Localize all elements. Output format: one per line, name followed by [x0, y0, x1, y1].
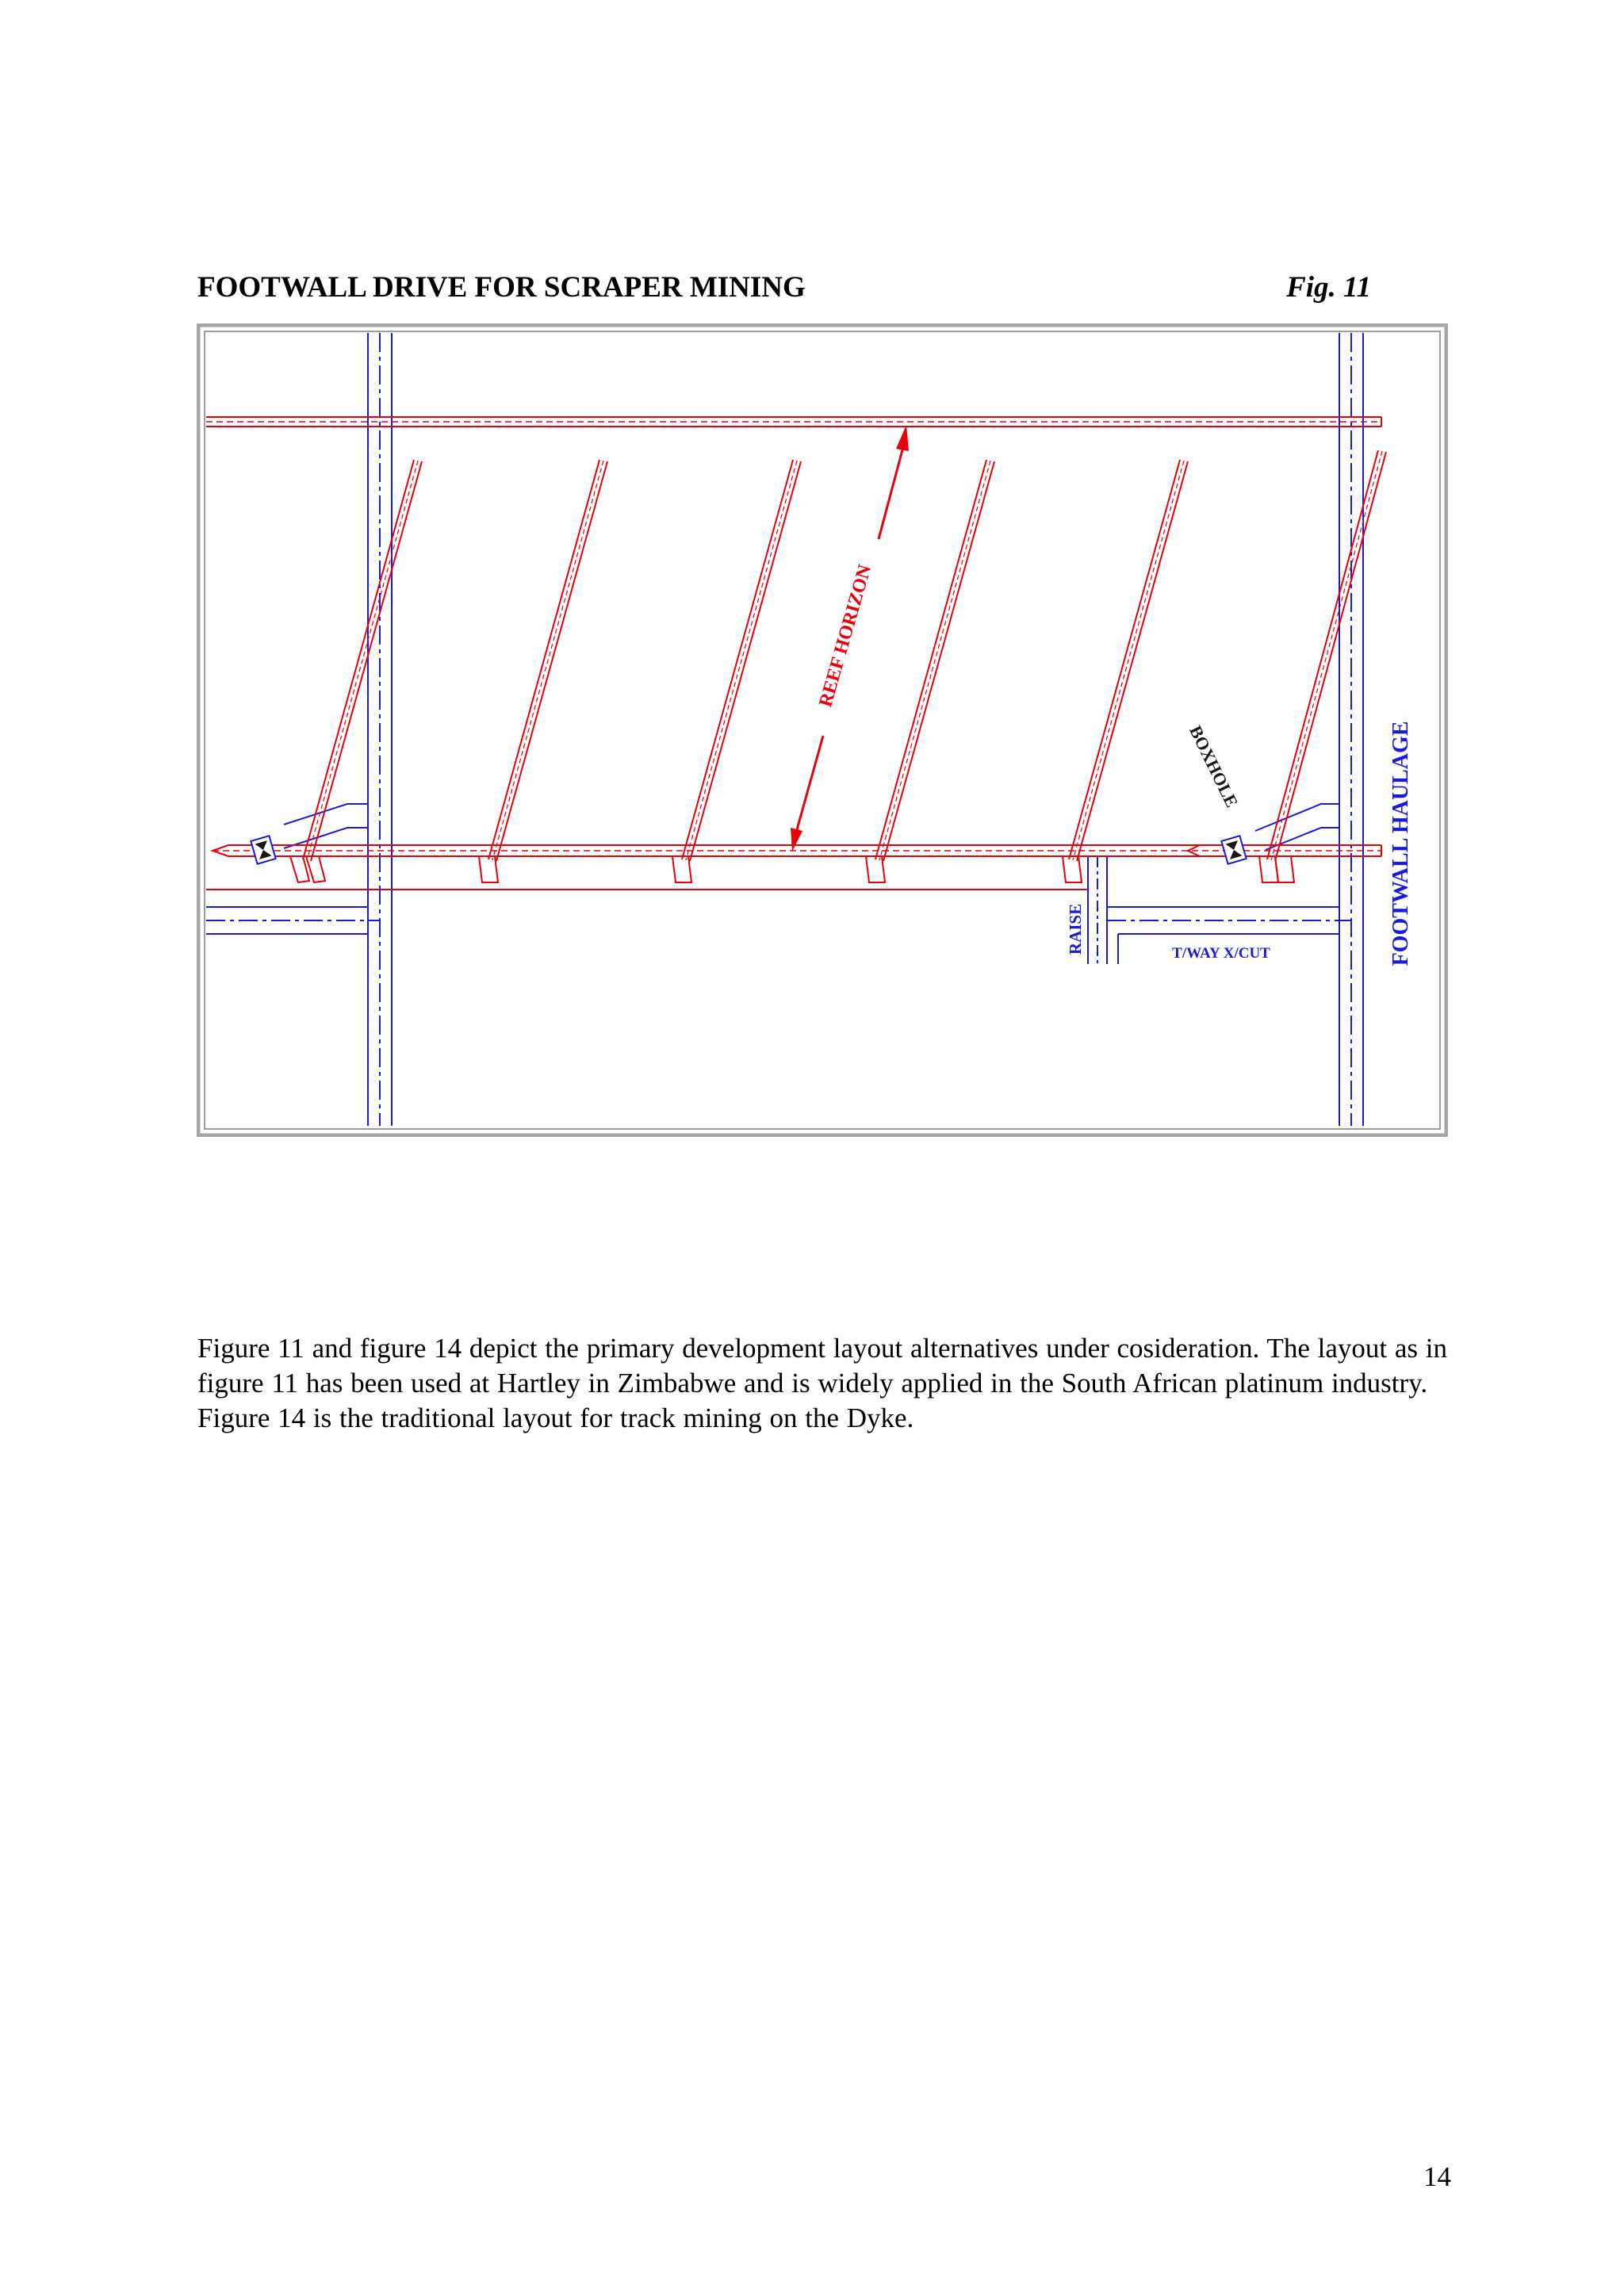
reef-horizon-label: REEF HORIZON	[815, 562, 876, 710]
body-paragraph: Figure 11 and figure 14 depict the primary development layout alternatives under cosideration. The layout as in figure 11 has been used at Hartley in Zimbabwe and is widely applied in the South African platinum industry. Figure 14 is the traditional layout for track mining on the Dyke.	[197, 1333, 1447, 1433]
raise-label: RAISE	[1066, 903, 1085, 955]
page-number: 14	[1423, 2161, 1451, 2192]
diagram-frame	[198, 325, 1446, 1135]
boxhole-label: BOXHOLE	[1185, 722, 1243, 811]
footwall-haulage-label: FOOTWALL HAULAGE	[1388, 721, 1413, 966]
figure-number: Fig. 11	[1286, 271, 1371, 304]
tway-xcut-label: T/WAY X/CUT	[1172, 945, 1270, 962]
figure-title: FOOTWALL DRIVE FOR SCRAPER MINING	[197, 271, 806, 304]
mining-layout-diagram	[197, 323, 1448, 1137]
figure-heading	[197, 268, 1371, 308]
